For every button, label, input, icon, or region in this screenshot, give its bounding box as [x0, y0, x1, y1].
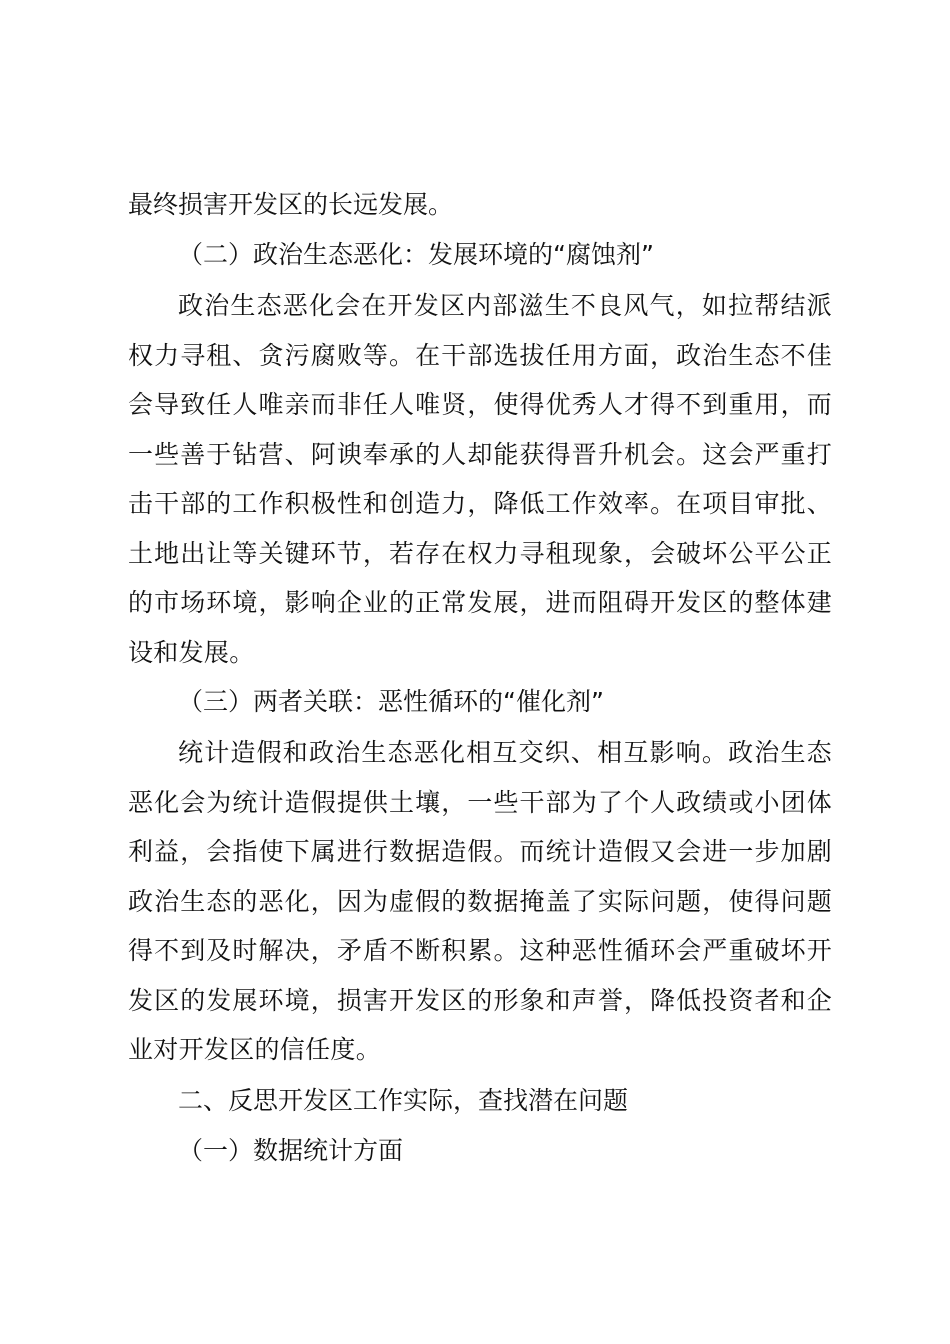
- paragraph-political-ecology: 政治生态恶化会在开发区内部滋生不良风气，如拉帮结派权力寻租、贪污腐败等。在干部选拔任用方面，政治生态不佳会导致任人唯亲而非任人唯贤，使得优秀人才得不到重用，而一些善于钻营、阿谀奉承的人却能获得晋升机会。这会严重打击干部的工作积极性和创造力，降低工作效率。在项目审批、土地出让等关键环节，若存在权力寻租现象，会破坏公平公正的市场环境，影响企业的正常发展，进而阻碍开发区的整体建设和发展。: [128, 291, 832, 667]
- continuation-line: 最终损害开发区的长远发展。: [128, 190, 454, 219]
- section-heading-relation: （三）两者关联：恶性循环的“催化剂”: [178, 687, 604, 716]
- paragraph-relation: 统计造假和政治生态恶化相互交织、相互影响。政治生态恶化会为统计造假提供土壤，一些干部为了个人政绩或小团体利益，会指使下属进行数据造假。而统计造假又会进一步加剧政治生态的恶化，因为虚假的数据掩盖了实际问题，使得问题得不到及时解决，矛盾不断积累。这种恶性循环会严重破坏开发区的发展环境，损害开发区的形象和声誉，降低投资者和企业对开发区的信任度。: [128, 738, 832, 1064]
- section-heading-political-ecology: （二）政治生态恶化：发展环境的“腐蚀剂”: [178, 240, 654, 269]
- subsection-heading-data-statistics: （一）数据统计方面: [178, 1136, 404, 1165]
- part-heading-reflection: 二、反思开发区工作实际，查找潜在问题: [178, 1086, 629, 1115]
